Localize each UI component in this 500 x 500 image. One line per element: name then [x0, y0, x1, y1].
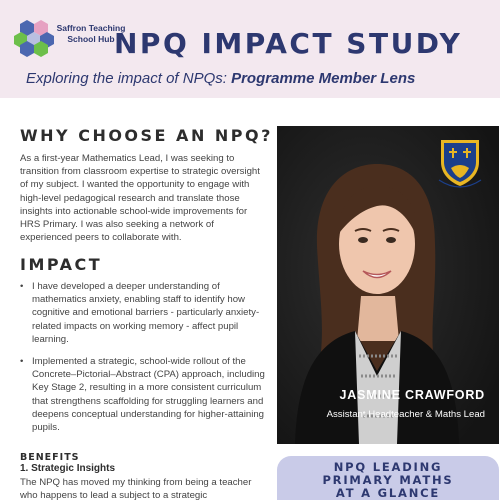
at-a-glance-heading [277, 461, 499, 500]
benefit-text: The NPQ has moved my thinking from being a teacher who happens to lead a subject to a strategic [20, 477, 252, 500]
impact-bullet: • Implemented a strategic, school-wide rollout of the Concrete–Pictorial–Abstract (CPA) approach, including Key Stage 2, resulting in a more consistent curriculum that strengthens scaffolding for struggling learners and deepens conceptual understanding for higher-attaining pupils. [32, 355, 270, 434]
benefit-title: 1. Strategic Insights [20, 463, 116, 474]
subtitle-lead: Exploring the impact of NPQs: [26, 70, 232, 87]
benefits-heading: BENEFITS [20, 452, 80, 463]
page-title: NPQ IMPACT STUDY [114, 27, 463, 60]
glance-line: AT A GLANCE [335, 486, 441, 500]
impact-heading: IMPACT [20, 255, 103, 274]
page-subtitle [26, 70, 415, 87]
glance-line: PRIMARY MATHS [322, 473, 454, 487]
profile-photo [277, 126, 499, 444]
impact-bullet: • I have developed a deeper understanding of mathematics anxiety, enabling staff to identify how cognitive and emotional barriers - particularly anxiety-related impacts on working memory - affect pupil learning. [32, 280, 270, 346]
subtitle-strong: Programme Member Lens [231, 70, 416, 87]
header-banner [0, 0, 500, 98]
hub-logo-icon [14, 18, 54, 58]
glance-line: NPQ LEADING [333, 460, 443, 474]
why-heading: WHY CHOOSE AN NPQ? [20, 126, 273, 145]
at-a-glance-panel [277, 456, 499, 500]
person-role: Assistant Headteacher & Maths Lead [326, 409, 485, 420]
school-crest-icon [437, 136, 483, 190]
hub-name: Saffron Teaching School Hub [56, 23, 126, 44]
why-paragraph: As a first-year Mathematics Lead, I was seeking to transition from classroom expertise to strategic oversight of my subject. I wanted the opportunity to engage with high-level pedagogical research and translate those insights into actionable school-wide improvements for HRS Primary. I was also seeking a network of experienced peers to collaborate with. [20, 153, 260, 244]
person-name: JASMINE CRAWFORD [339, 388, 485, 402]
